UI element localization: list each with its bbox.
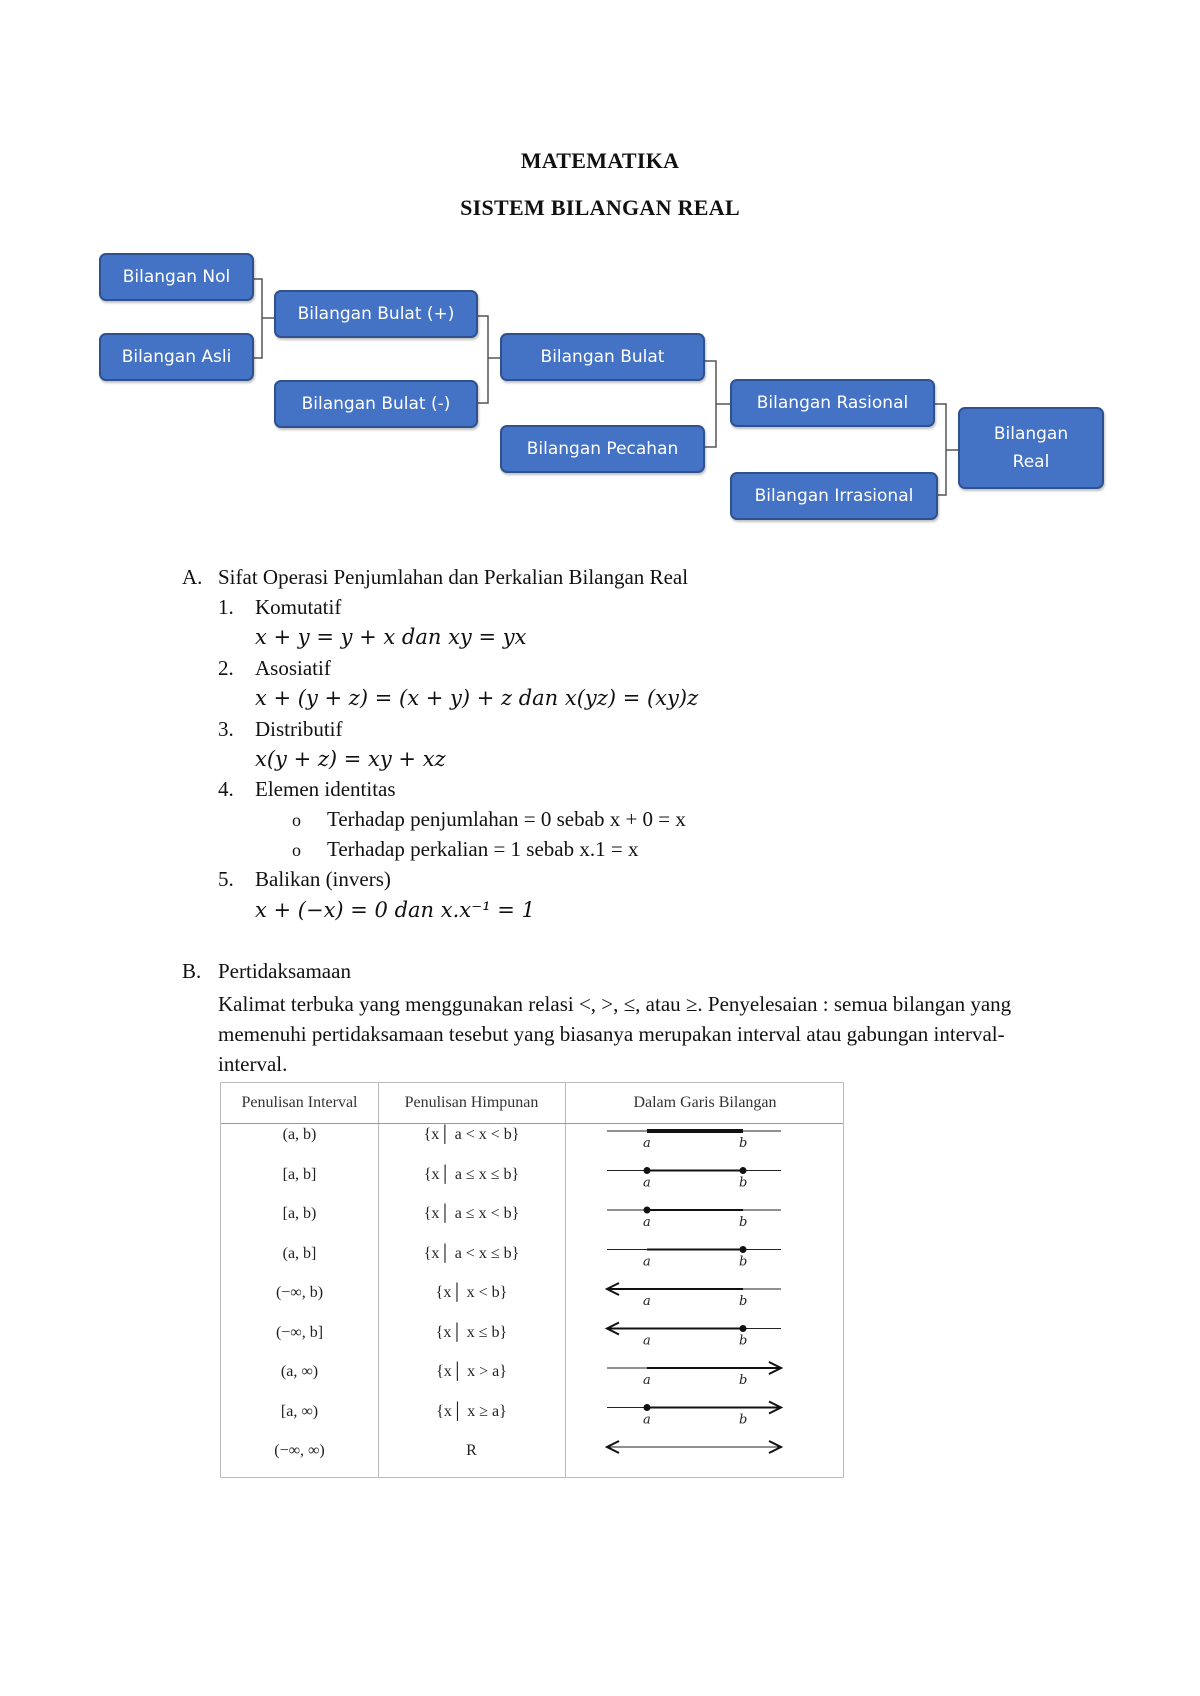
set-notation-cell: {x│ a < x ≤ b}: [423, 1244, 520, 1262]
item-label: Elemen identitas: [255, 777, 396, 801]
closed-endpoint-b: [740, 1167, 747, 1174]
number-line-row: [607, 1441, 781, 1453]
box-bilangan-bulat: Bilangan Bulat: [500, 333, 705, 381]
label-a: a: [643, 1412, 651, 1428]
section-a-letter: A.: [182, 565, 203, 589]
label-b: b: [739, 1333, 748, 1349]
item-number: 3.: [218, 717, 234, 741]
set-notation-cell: {x│ x ≤ b}: [435, 1323, 508, 1341]
closed-endpoint-a: [644, 1167, 651, 1174]
interval-notation-cell: [a, ∞): [280, 1402, 319, 1420]
label-b: b: [739, 1294, 748, 1309]
set-notation-cell: {x│ x > a}: [436, 1363, 507, 1380]
interval-notation-cell: [a, b): [282, 1205, 317, 1222]
box-bilangan-asli: Bilangan Asli: [99, 333, 254, 381]
number-lines: [221, 1083, 845, 1479]
bullet-identitas-perkalian: Terhadap perkalian = 1 sebab x.1 = x: [327, 837, 639, 861]
label-b: b: [739, 1175, 748, 1191]
box-bilangan-bulat-positif: Bilangan Bulat (+): [274, 290, 478, 338]
interval-notation-cell: [a, b]: [282, 1165, 317, 1183]
interval-notation-cell: (a, ∞): [280, 1363, 319, 1380]
bullet-symbol: o: [292, 840, 301, 860]
item-label: Distributif: [255, 717, 343, 741]
table-header: Dalam Garis Bilangan: [633, 1094, 777, 1111]
item-number: 4.: [218, 777, 234, 801]
page-title: MATEMATIKA: [520, 148, 680, 173]
label-a: a: [643, 1136, 651, 1151]
section-a-title: Sifat Operasi Penjumlahan dan Perkalian Bilangan Real: [218, 565, 689, 589]
formula-asosiatif: x + (y + z) = (x + y) + z dan x(yz) = (xy)z: [255, 686, 699, 710]
page-subtitle: SISTEM BILANGAN REAL: [460, 195, 740, 220]
box-bilangan-irrasional: Bilangan Irrasional: [730, 472, 938, 520]
section-b-title: Pertidaksamaan: [218, 959, 351, 983]
table-header: Penulisan Himpunan: [404, 1094, 539, 1111]
set-notation-cell: R: [466, 1442, 477, 1459]
label-b: b: [739, 1412, 748, 1428]
item-label: Balikan (invers): [255, 867, 391, 891]
section-b-letter: B.: [182, 959, 202, 983]
label-b: b: [739, 1136, 748, 1151]
label-a: a: [643, 1373, 651, 1388]
closed-endpoint-b: [740, 1246, 747, 1253]
formula-invers: x + (−x) = 0 dan x.x⁻¹ = 1: [255, 898, 535, 922]
set-notation-cell: {x│ x < b}: [435, 1284, 508, 1301]
item-label: Asosiatif: [255, 656, 331, 680]
label-a: a: [643, 1254, 651, 1270]
set-notation-cell: {x│ a ≤ x ≤ b}: [423, 1165, 520, 1183]
label-a: a: [643, 1215, 651, 1230]
set-notation-cell: {x│ a ≤ x < b}: [423, 1205, 520, 1222]
interval-notation-cell: (a, b]: [282, 1244, 317, 1262]
box-bilangan-pecahan: Bilangan Pecahan: [500, 425, 705, 473]
item-number: 1.: [218, 595, 234, 619]
label-b: b: [739, 1215, 748, 1230]
number-line-row: [607, 1283, 781, 1309]
box-bilangan-bulat-negatif: Bilangan Bulat (-): [274, 380, 478, 428]
closed-endpoint-b: [740, 1325, 747, 1332]
number-line-row: [607, 1167, 781, 1191]
label-a: a: [643, 1333, 651, 1349]
label-a: a: [643, 1175, 651, 1191]
number-line-row: [607, 1323, 781, 1349]
set-notation-cell: {x│ a < x < b}: [423, 1126, 520, 1143]
number-line-row: [607, 1246, 781, 1270]
bullet-symbol: o: [292, 810, 301, 830]
closed-endpoint-a: [644, 1207, 651, 1214]
box-bilangan-nol: Bilangan Nol: [99, 253, 254, 301]
box-bilangan-real: Bilangan Real: [958, 407, 1104, 489]
formula-komutatif: x + y = y + x dan xy = yx: [255, 625, 527, 649]
label-b: b: [739, 1373, 748, 1388]
set-notation-cell: {x│ x ≥ a}: [436, 1402, 507, 1420]
item-number: 2.: [218, 656, 234, 680]
number-line-row: [607, 1131, 781, 1151]
interval-notation-cell: (−∞, b]: [275, 1323, 324, 1341]
table-header: Penulisan Interval: [241, 1094, 358, 1111]
interval-notation-cell: (a, b): [282, 1126, 317, 1143]
interval-notation-cell: (−∞, b): [275, 1284, 324, 1301]
label-a: a: [643, 1294, 651, 1309]
number-line-row: [607, 1402, 781, 1428]
number-line-row: [607, 1207, 781, 1231]
formula-distributif: x(y + z) = xy + xz: [255, 747, 446, 771]
bullet-identitas-penjumlahan: Terhadap penjumlahan = 0 sebab x + 0 = x: [327, 807, 686, 831]
section-b-paragraph: Kalimat terbuka yang menggunakan relasi <, >, ≤, atau ≥. Penyelesaian : semua bilangan yang memenuhi pertidaksamaan tesebut yang biasanya merupakan interval atau gabungan interval-interval.: [218, 992, 1012, 1076]
number-line-row: [607, 1362, 781, 1388]
label-b: b: [739, 1254, 748, 1270]
closed-endpoint-a: [644, 1404, 651, 1411]
box-bilangan-rasional: Bilangan Rasional: [730, 379, 935, 427]
item-label: Komutatif: [255, 595, 342, 619]
item-number: 5.: [218, 867, 234, 891]
interval-table: [220, 1082, 844, 1478]
interval-notation-cell: (−∞, ∞): [274, 1442, 325, 1459]
